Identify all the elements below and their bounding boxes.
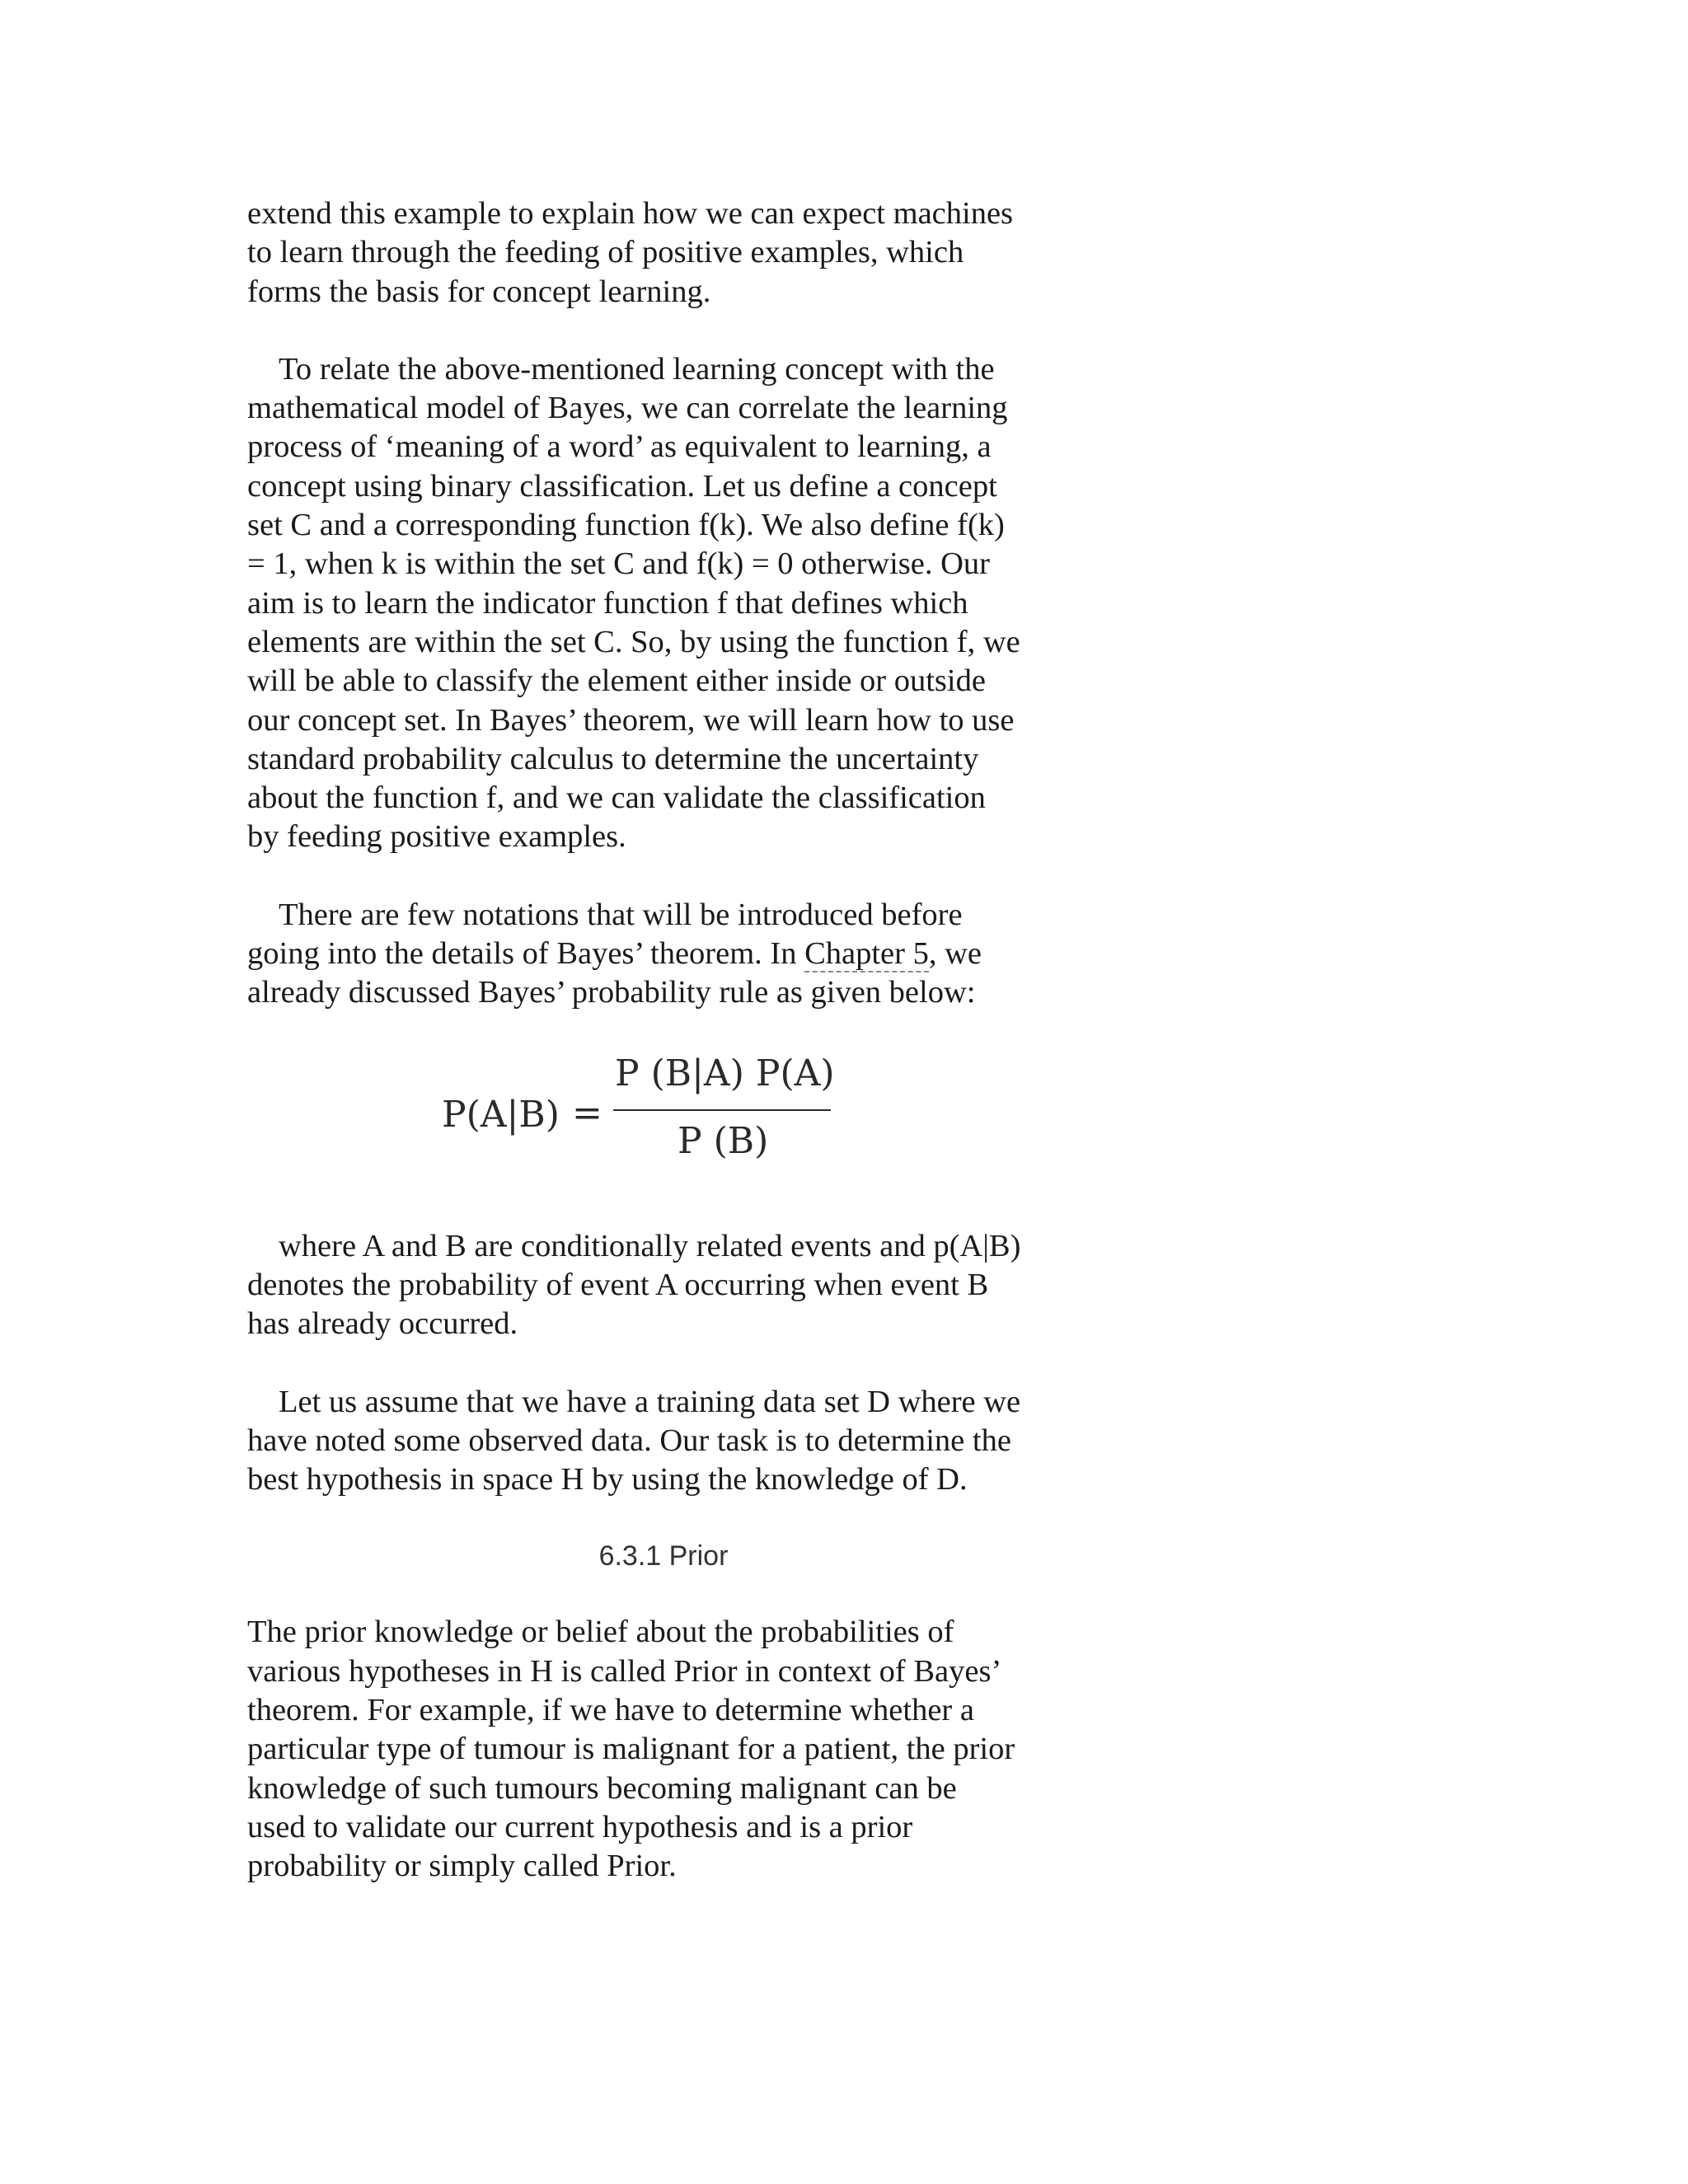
paragraph-events-definition: where A and B are conditionally related events and p(A|B) denotes the probability of event A occurring when event B has already occurred. — [247, 1228, 1021, 1342]
notations-text-after: , we already discussed Bayes’ probability rule as given below: — [247, 936, 982, 1010]
paragraph-concept-set: To relate the above-mentioned learning concept with the mathematical model of Bayes, we can correlate the learning process of ‘meaning of a word’ as equivalent to learning, a concept using binary classification. Let us define a concept set C and a corresponding function f(k). We also define f(k) = 1, when k is within the set C and f(k) = 0 otherwise. Our aim is to learn the indicator function f that defines which elements are within the set C. So, by using the function f, we will be able to classify the element either inside or outside our concept set. In Bayes’ theorem, we will learn how to use standard probability calculus to determine the uncertainty about the function f, and we can validate the classification by feeding positive examples. — [247, 351, 1020, 855]
equation-equals-sign: = — [572, 1091, 603, 1134]
equation-denominator: P (B) — [678, 1119, 769, 1162]
paragraph-prior-definition: The prior knowledge or belief about the probabilities of various hypotheses in H is called Prior in context of Bayes’ theorem. For example, if we have to determine whether a particular type of tumour is malignant for a patient, the prior knowledge of such tumours becoming malignant can be used to validate our current hypothesis and is a prior probability or simply called Prior. — [247, 1615, 1015, 1884]
fraction-bar — [613, 1109, 831, 1111]
paragraph-intro-continuation: extend this example to explain how we can expect machines to learn through the feeding of positive examples, which forms the basis for concept learning. — [247, 196, 1014, 309]
equation-lhs: P(A|B) — [442, 1093, 560, 1136]
paragraph-training-data: Let us assume that we have a training data set D where we have noted some observed data. Our task is to determine the best hypothesis in space H by using the knowledge of D. — [247, 1384, 1021, 1497]
bayes-equation — [247, 1013, 1022, 1227]
section-heading-prior: 6.3.1 Prior — [598, 1540, 729, 1572]
paragraph-notations — [247, 896, 1022, 1013]
equation-numerator: P (B|A) P(A) — [615, 1052, 835, 1094]
chapter-5-link[interactable]: Chapter 5 — [804, 936, 929, 972]
notations-text-before: There are few notations that will be introduced before going into the details of Bayes’ theorem. In — [247, 897, 963, 972]
document-page — [247, 194, 1022, 1886]
